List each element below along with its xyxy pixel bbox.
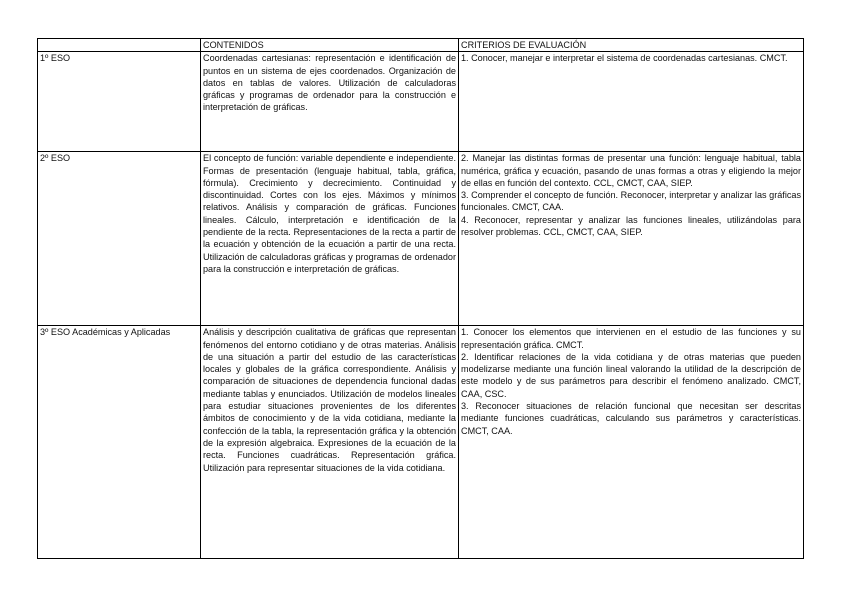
criterio-item: 2. Manejar las distintas formas de presentar una función: lenguaje habitual, tabla numérica, gráfica y ecuación, pasando de unas formas a otras y eligiendo la mejor de ellas en función del contexto. CCL, CMCT, CAA, SIEP. <box>461 153 801 188</box>
header-row <box>38 39 804 52</box>
criterio-item: 3. Comprender el concepto de función. Reconocer, interpretar y analizar las gráficas funcionales. CMCT, CAA. <box>461 190 801 213</box>
level-cell: 3º ESO Académicas y Aplicadas <box>38 326 201 559</box>
contenidos-text: Coordenadas cartesianas: representación e identificación de puntos en un sistema de ejes coordenados. Organización de datos en tablas de valores. Utilización de calculadoras gráficas y programas de ordenador para la construcción e interpretación de gráficas. <box>203 53 456 113</box>
table-row <box>38 52 804 152</box>
criterios-cell <box>459 52 804 152</box>
contenidos-cell <box>201 52 459 152</box>
level-cell: 2º ESO <box>38 152 201 326</box>
criterio-item: 4. Reconocer, representar y analizar las funciones lineales, utilizándolas para resolver problemas. CCL, CMCT, CAA, SIEP. <box>461 214 801 238</box>
table-row <box>38 152 804 326</box>
contenidos-text: Análisis y descripción cualitativa de gráficas que representan fenómenos del entorno cotidiano y de otras materias. Análisis de una situación a partir del estudio de las características locales y globales de la gráfica correspondiente. Análisis y comparación de situaciones de dependencia funcional dadas mediante tablas y enunciados. Utilización de modelos lineales para estudiar situaciones provenientes de los diferentes ámbitos de conocimiento y de la vida cotidiana, mediante la confección de la tabla, la representación gráfica y la obtención de la expresión algebraica. Expresiones de la ecuación de la recta. Funciones cuadráticas. Representación gráfica. Utilización para representar situaciones de la vida cotidiana. <box>203 327 456 473</box>
table-row <box>38 326 804 559</box>
header-criterios: CRITERIOS DE EVALUACIÓN <box>459 39 804 52</box>
contenidos-text: El concepto de función: variable dependiente e independiente. Formas de presentación (lenguaje habitual, tabla, gráfica, fórmula). Crecimiento y decrecimiento. Continuidad y discontinuidad. Cortes con los ejes. Máximos y mínimos relativos. Análisis y comparación de gráficas. Funciones lineales. Cálculo, interpretación e identificación de la pendiente de la recta. Representaciones de la recta a partir de la ecuación y obtención de la ecuación a partir de una recta. Utilización de calculadoras gráficas y programas de ordenador para la construcción e interpretación de gráficas. <box>203 153 456 274</box>
contenidos-cell <box>201 152 459 326</box>
header-level <box>38 39 201 52</box>
level-cell: 1º ESO <box>38 52 201 152</box>
criterio-item: 3. Reconocer situaciones de relación funcional que necesitan ser descritas mediante funciones cuadráticas, calculando sus parámetros y características. CMCT, CAA. <box>461 401 801 436</box>
criterios-cell <box>459 152 804 326</box>
curriculum-table <box>37 38 804 559</box>
criterio-item: 1. Conocer, manejar e interpretar el sistema de coordenadas cartesianas. CMCT. <box>461 53 788 64</box>
criterio-item: 2. Identificar relaciones de la vida cotidiana y de otras materias que pueden modelizarse mediante una función lineal valorando la utilidad de la descripción de este modelo y de sus parámetros para describir el fenómeno analizado. CMCT, CAA, CSC. <box>461 351 801 399</box>
criterios-cell <box>459 326 804 559</box>
criterio-item: 1. Conocer los elementos que intervienen en el estudio de las funciones y su representación gráfica. CMCT. <box>461 327 801 350</box>
header-contenidos: CONTENIDOS <box>201 39 459 52</box>
contenidos-cell <box>201 326 459 559</box>
